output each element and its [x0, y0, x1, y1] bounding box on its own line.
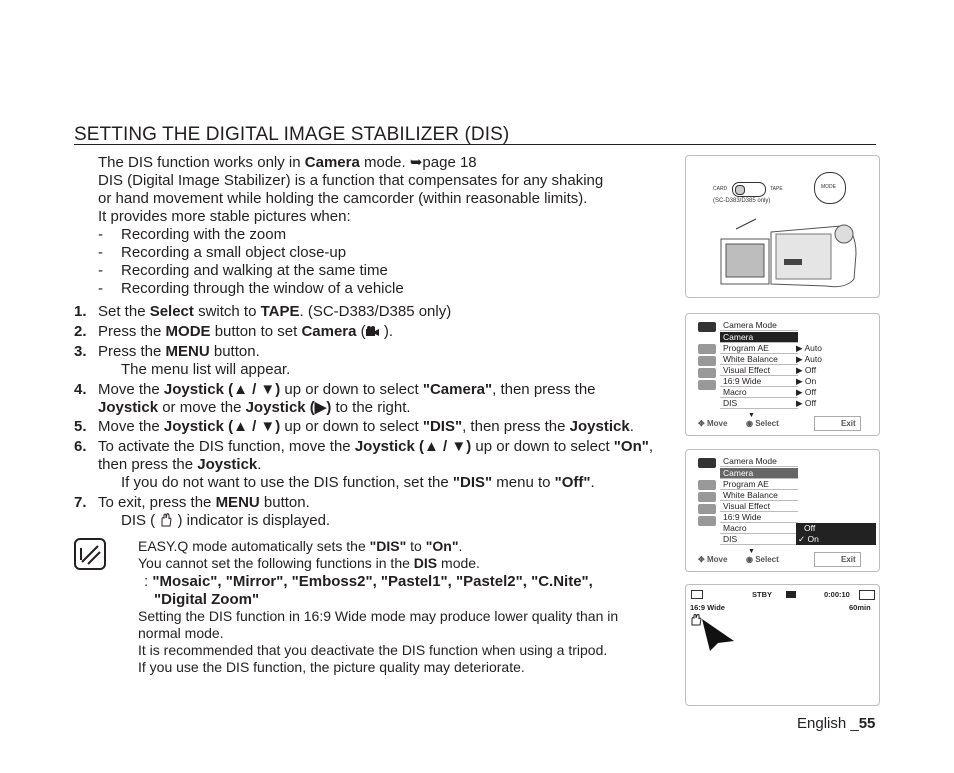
- step-6-sub: If you do not want to use the DIS function, set the "DIS" menu to "Off".: [121, 474, 595, 491]
- settings-icon: [698, 516, 716, 526]
- program-ae-icon: [698, 344, 716, 354]
- bullet-item: - Recording through the window of a vehicle: [98, 280, 404, 297]
- menu-value: ▶ Auto: [796, 354, 822, 364]
- bullet-item: - Recording and walking at the same time: [98, 262, 388, 279]
- menu-item-macro[interactable]: Macro: [720, 523, 798, 534]
- visual-effect-icon: [698, 504, 716, 514]
- menu-item-program-ae[interactable]: Program AE: [720, 343, 798, 354]
- remaining-time: 60min: [849, 603, 871, 612]
- wide-indicator: 16:9 Wide: [690, 603, 725, 612]
- exit-hint: Exit: [814, 416, 861, 431]
- page-footer: English _55: [797, 715, 876, 732]
- dis-option-on[interactable]: ✓ On: [796, 534, 876, 545]
- camcorder-illustration-panel: [685, 155, 880, 298]
- select-hint: ◉ Select: [746, 555, 779, 564]
- note-line-7: It is recommended that you deactivate the DIS function when using a tripod.: [138, 642, 608, 658]
- intro-line-1: The DIS function works only in Camera mode. ➥page 18: [98, 154, 477, 171]
- time-counter: 0:00:10: [824, 590, 850, 599]
- note-line-6: normal mode.: [138, 625, 224, 641]
- step-5: 5. Move the Joystick (▲ / ▼) up or down to select "DIS", then press the Joystick.: [74, 418, 634, 435]
- standby-screen: [685, 584, 880, 706]
- camera-mode-icon: [698, 322, 716, 332]
- select-switch-callout: CARD TAPE (SC-D383/D385 only): [710, 182, 840, 212]
- step-3-sub: The menu list will appear.: [121, 361, 291, 378]
- step-2: 2. Press the MODE button to set Camera ( ).: [74, 323, 393, 340]
- menu-header: Camera Mode: [720, 456, 798, 467]
- menu-item-16-9-wide[interactable]: 16:9 Wide: [720, 376, 798, 387]
- note-line-1: EASY.Q mode automatically sets the "DIS" to "On".: [138, 538, 463, 554]
- menu-item-camera[interactable]: Camera: [720, 468, 798, 479]
- camera-mode-icon: [698, 458, 716, 468]
- menu-value: ▶ Off: [796, 365, 817, 375]
- scroll-down-icon: ▼: [748, 412, 755, 419]
- camera-menu-screen: [685, 313, 880, 436]
- step-3: 3. Press the MENU button.: [74, 343, 260, 360]
- menu-value: ▶ On: [796, 376, 817, 386]
- note-line-4: "Digital Zoom": [154, 591, 260, 608]
- cassette-icon: [859, 590, 875, 600]
- intro-line-3: or hand movement while holding the camcorder (within reasonable limits).: [98, 190, 588, 207]
- dis-option-off[interactable]: Off: [796, 523, 876, 534]
- check-icon: ✓: [798, 534, 806, 544]
- menu-item-white-balance[interactable]: White Balance: [720, 354, 798, 365]
- white-balance-icon: [698, 356, 716, 366]
- menu-value: ▶ Off: [796, 398, 817, 408]
- step-4-cont: Joystick or move the Joystick (▶) to the right.: [98, 399, 411, 416]
- visual-effect-icon: [698, 368, 716, 378]
- menu-value: ▶ Off: [796, 387, 817, 397]
- settings-icon: [698, 380, 716, 390]
- bullet-item: - Recording a small object close-up: [98, 244, 347, 261]
- note-line-5: Setting the DIS function in 16:9 Wide mode may produce lower quality than in: [138, 608, 619, 624]
- select-switch: [732, 182, 766, 197]
- menu-value: ▶ Auto: [796, 343, 822, 353]
- menu-item-dis[interactable]: DIS: [720, 534, 798, 545]
- menu-item-dis[interactable]: DIS: [720, 398, 798, 409]
- note-line-2: You cannot set the following functions in the DIS mode.: [138, 555, 480, 571]
- menu-item-visual-effect[interactable]: Visual Effect: [720, 501, 798, 512]
- step-7-sub: DIS ( ) indicator is displayed.: [121, 512, 331, 529]
- white-balance-icon: [698, 492, 716, 502]
- camcorder-icon: [716, 214, 866, 294]
- bullet-item: - Recording with the zoom: [98, 226, 287, 243]
- note-line-3: : "Mosaic", "Mirror", "Emboss2", "Pastel1", "Pastel2", "C.Nite",: [144, 573, 593, 590]
- step-1: 1. Set the Select switch to TAPE. (SC-D383/D385 only): [74, 303, 452, 320]
- page-ref-arrow-icon: ➥: [409, 154, 423, 171]
- move-hint: ✥ Move: [698, 419, 728, 428]
- dis-menu-screen: [685, 449, 880, 572]
- step-7: 7. To exit, press the MENU button.: [74, 494, 310, 511]
- menu-item-macro[interactable]: Macro: [720, 387, 798, 398]
- menu-item-white-balance[interactable]: White Balance: [720, 490, 798, 501]
- exit-hint: Exit: [814, 552, 861, 567]
- menu-item-camera[interactable]: Camera: [720, 332, 798, 343]
- intro-line-2: DIS (Digital Image Stabilizer) is a function that compensates for any shaking: [98, 172, 604, 189]
- menu-header: Camera Mode: [720, 320, 798, 331]
- pointer-arrow-icon: [700, 617, 736, 653]
- note-icon: [74, 538, 106, 570]
- battery-icon: [691, 590, 703, 599]
- page-title: SETTING THE DIGITAL IMAGE STABILIZER (DIS): [74, 124, 510, 145]
- menu-item-16-9-wide[interactable]: 16:9 Wide: [720, 512, 798, 523]
- select-hint: ◉ Select: [746, 419, 779, 428]
- menu-item-visual-effect[interactable]: Visual Effect: [720, 365, 798, 376]
- step-6: 6. To activate the DIS function, move the Joystick (▲ / ▼) up or down to select "On",: [74, 438, 654, 455]
- step-4: 4. Move the Joystick (▲ / ▼) up or down to select "Camera", then press the: [74, 381, 596, 398]
- step-6-cont: then press the Joystick.: [98, 456, 262, 473]
- title-rule: [74, 144, 876, 145]
- mode-button-callout: MODE: [814, 172, 846, 204]
- scroll-down-icon: ▼: [748, 548, 755, 555]
- intro-line-4: It provides more stable pictures when:: [98, 208, 351, 225]
- stby-label: STBY: [752, 590, 773, 599]
- move-hint: ✥ Move: [698, 555, 728, 564]
- note-line-8: If you use the DIS function, the picture quality may deteriorate.: [138, 659, 525, 675]
- menu-item-program-ae[interactable]: Program AE: [720, 479, 798, 490]
- program-ae-icon: [698, 480, 716, 490]
- tape-icon: [786, 591, 796, 598]
- camera-mode-icon: [366, 324, 380, 335]
- dis-hand-icon: [159, 513, 173, 527]
